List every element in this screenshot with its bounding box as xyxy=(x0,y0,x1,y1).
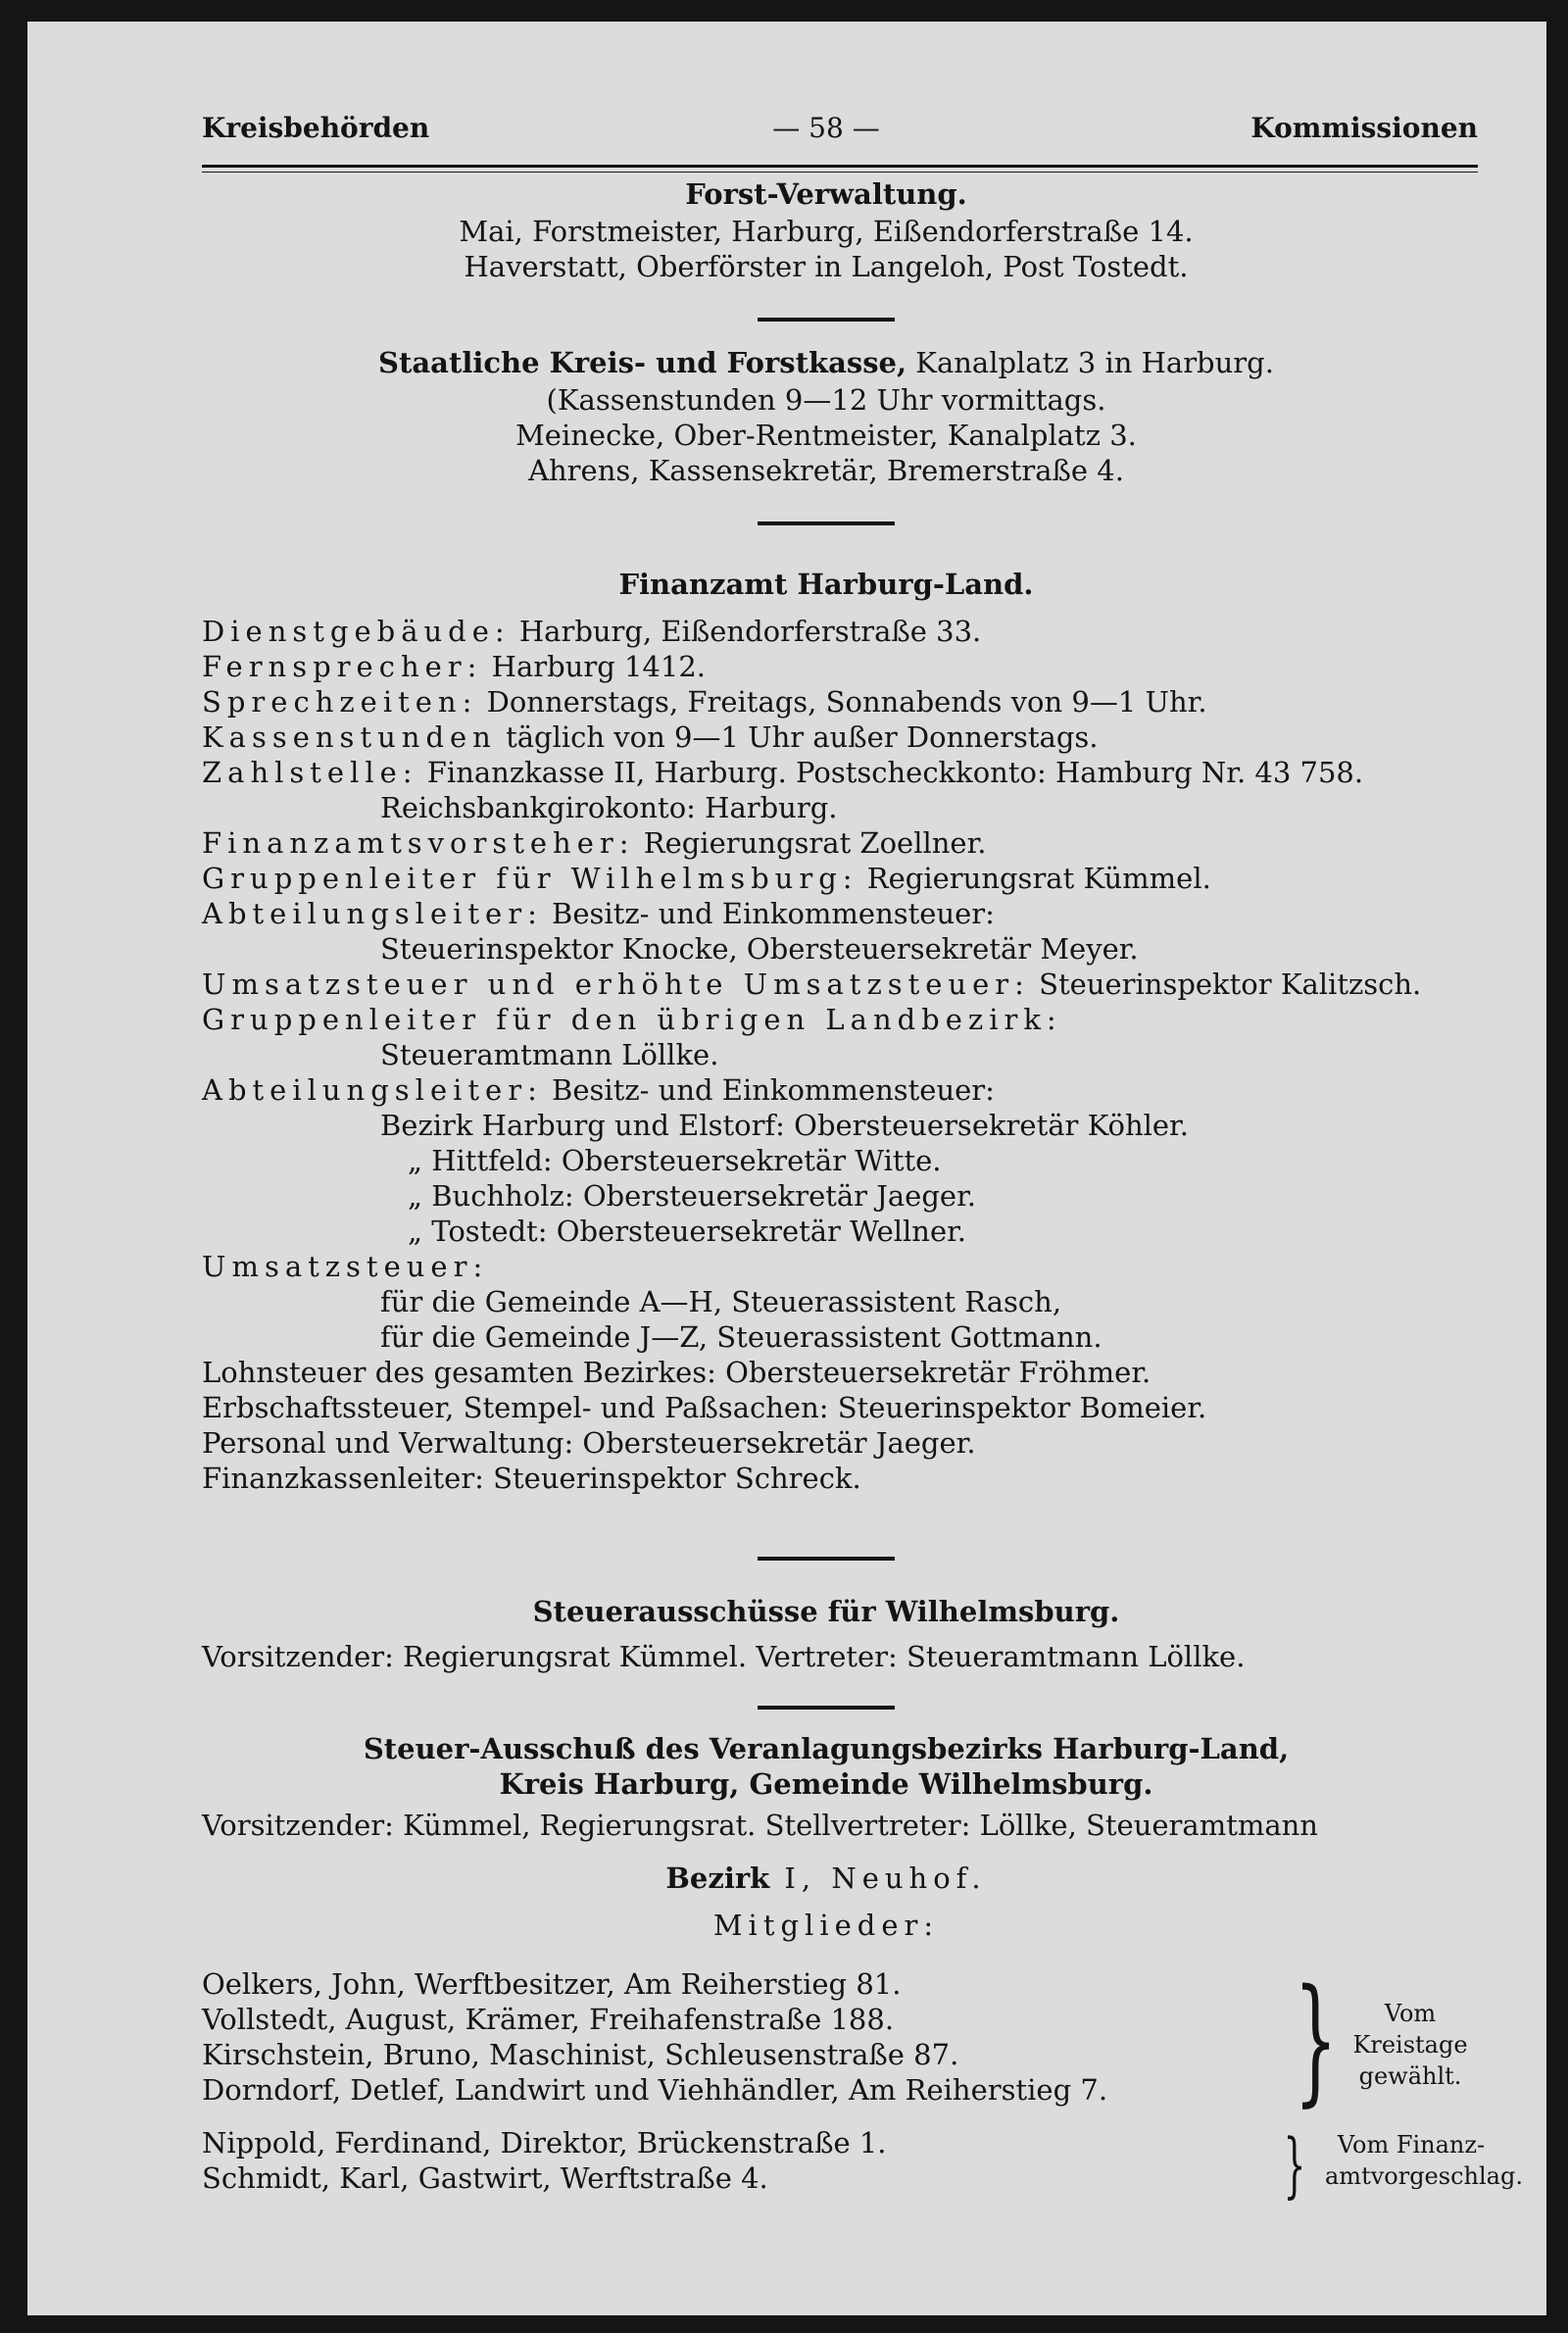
finanzamt-row xyxy=(202,684,1207,720)
finanzamt-row xyxy=(202,755,1363,790)
finanzamt-row xyxy=(202,1002,1062,1037)
note-vom-finanzamt xyxy=(1325,2129,1523,2192)
row-label: Umsatzsteuer und erhöhte Umsatzsteuer: xyxy=(202,968,1030,1001)
finanzamt-row xyxy=(202,1461,861,1496)
section-separator xyxy=(758,1557,895,1561)
note-line: Vom Finanz- xyxy=(1337,2131,1486,2159)
finanzamt-row xyxy=(202,1072,995,1108)
page-number: — 58 — xyxy=(772,112,880,144)
finanzamt-row xyxy=(202,1425,976,1461)
row-text: Harburg 1412. xyxy=(482,650,707,683)
finanzamt-row xyxy=(408,1214,966,1249)
running-header xyxy=(174,112,1478,151)
finanzamt-row xyxy=(202,896,995,931)
row-label: Fernsprecher: xyxy=(202,650,483,683)
mitglieder-heading: Mitglieder: xyxy=(712,1909,940,1942)
note-line: Vom xyxy=(1384,2000,1437,2027)
ausschuesse-title: Steuerausschüsse für Wilhelmsburg. xyxy=(532,1595,1120,1628)
finanzamt-row xyxy=(408,1178,976,1214)
row-label: Zahlstelle: xyxy=(202,756,418,789)
finanzamt-row xyxy=(202,614,981,649)
member-entry: Dorndorf, Detlef, Landwirt und Viehhändler, Am Reiherstieg 7. xyxy=(202,2073,1108,2107)
steuerausschuss-subtitle: Kreis Harburg, Gemeinde Wilhelmsburg. xyxy=(499,1767,1153,1801)
forst-title: Forst-Verwaltung. xyxy=(685,177,967,211)
note-line: amtvorgeschlag. xyxy=(1325,2162,1523,2190)
header-left: Kreisbehörden xyxy=(202,112,430,144)
row-label: Finanzamtsvorsteher: xyxy=(202,826,635,860)
forst-line: Mai, Forstmeister, Harburg, Eißendorferstraße 14. xyxy=(459,215,1194,248)
finanzamt-row xyxy=(202,720,1099,755)
member-entry: Vollstedt, August, Krämer, Freihafenstraße 188. xyxy=(202,2003,895,2036)
note-line: Kreistage xyxy=(1352,2031,1468,2059)
row-text: Steuerinspektor Knocke, Obersteuersekretär Meyer. xyxy=(380,932,1139,966)
row-text: täglich von 9—1 Uhr außer Donnerstags. xyxy=(496,720,1099,754)
finanzamt-title: Finanzamt Harburg-Land. xyxy=(618,568,1034,601)
member-entry: Nippold, Ferdinand, Direktor, Brückenstraße 1. xyxy=(202,2126,887,2159)
row-text: Finanzkassenleiter: Steuerinspektor Schreck. xyxy=(202,1462,861,1495)
kasse-line: Ahrens, Kassensekretär, Bremerstraße 4. xyxy=(528,454,1124,487)
row-text: Steueramtmann Löllke. xyxy=(380,1038,719,1071)
row-text: für die Gemeinde J—Z, Steuerassistent Gottmann. xyxy=(380,1320,1102,1354)
row-text: Personal und Verwaltung: Obersteuersekretär Jaeger. xyxy=(202,1426,976,1460)
member-entry: Schmidt, Karl, Gastwirt, Werftstraße 4. xyxy=(202,2161,768,2195)
finanzamt-row xyxy=(202,967,1421,1002)
row-label: Abteilungsleiter: xyxy=(202,1073,543,1107)
ausschuesse-line: Vorsitzender: Regierungsrat Kümmel. Vertreter: Steueramtmann Löllke. xyxy=(202,1640,1246,1673)
kasse-hours: (Kassenstunden 9—12 Uhr vormittags. xyxy=(546,383,1106,417)
brace-icon: } xyxy=(1283,2123,1306,2206)
row-text: Lohnsteuer des gesamten Bezirkes: Obersteuersekretär Fröhmer. xyxy=(202,1356,1152,1389)
row-text: Harburg, Eißendorferstraße 33. xyxy=(510,615,982,648)
row-label: Abteilungsleiter: xyxy=(202,897,543,930)
row-label: Umsatzsteuer: xyxy=(202,1250,489,1283)
row-text: Reichsbankgirokonto: Harburg. xyxy=(380,791,838,824)
member-entry: Oelkers, John, Werftbesitzer, Am Reiherstieg 81. xyxy=(202,1967,902,2001)
row-label: Sprechzeiten: xyxy=(202,685,478,719)
brace-icon: } xyxy=(1294,1961,1338,2120)
section-separator xyxy=(758,318,895,322)
row-text: Donnerstags, Freitags, Sonnabends von 9—1 Uhr. xyxy=(477,685,1207,719)
finanzamt-row xyxy=(202,1355,1151,1390)
finanzamt-row xyxy=(202,649,706,684)
note-line: gewählt. xyxy=(1358,2062,1462,2090)
finanzamt-row xyxy=(380,1108,1189,1143)
row-text: Regierungsrat Zoellner. xyxy=(634,826,987,860)
row-text: „ Hittfeld: Obersteuersekretär Witte. xyxy=(408,1144,942,1177)
row-label: Gruppenleiter für den übrigen Landbezirk: xyxy=(202,1003,1062,1036)
header-right: Kommissionen xyxy=(1250,112,1478,144)
finanzamt-row xyxy=(202,1390,1206,1425)
row-text: Regierungsrat Kümmel. xyxy=(858,862,1211,895)
row-label: Kassenstunden xyxy=(202,720,497,754)
row-text: Besitz- und Einkommensteuer: xyxy=(542,897,995,930)
finanzamt-row xyxy=(380,1037,718,1072)
header-rule-thin xyxy=(202,172,1478,173)
member-entry: Kirschstein, Bruno, Maschinist, Schleusenstraße 87. xyxy=(202,2038,959,2071)
row-text: Besitz- und Einkommensteuer: xyxy=(542,1073,995,1107)
row-text: für die Gemeinde A—H, Steuerassistent Rasch, xyxy=(380,1285,1062,1318)
finanzamt-row xyxy=(380,1319,1102,1355)
row-text: Finanzkasse II, Harburg. Postscheckkonto: Hamburg Nr. 43 758. xyxy=(417,756,1364,789)
kasse-title-line xyxy=(174,345,1478,380)
steuerausschuss-title: Steuer-Ausschuß des Veranlagungsbezirks Harburg-Land, xyxy=(363,1732,1290,1765)
row-text: „ Buchholz: Obersteuersekretär Jaeger. xyxy=(408,1179,976,1213)
bezirk-label: Bezirk xyxy=(665,1861,770,1895)
forst-line: Haverstatt, Oberförster in Langeloh, Post Tostedt. xyxy=(464,250,1189,283)
row-label: Dienstgebäude: xyxy=(202,615,511,648)
finanzamt-row xyxy=(202,861,1211,896)
finanzamt-row xyxy=(408,1143,942,1178)
finanzamt-row xyxy=(202,825,987,861)
kasse-line: Meinecke, Ober-Rentmeister, Kanalplatz 3. xyxy=(515,419,1137,452)
section-separator xyxy=(758,1706,895,1710)
header-rule xyxy=(202,165,1478,168)
kasse-address: Kanalplatz 3 in Harburg. xyxy=(906,346,1274,379)
row-text: Erbschaftssteuer, Stempel- und Paßsachen: Steuerinspektor Bomeier. xyxy=(202,1391,1207,1424)
steuerausschuss-line: Vorsitzender: Kümmel, Regierungsrat. Stellvertreter: Löllke, Steueramtmann xyxy=(202,1809,1318,1842)
bezirk-heading xyxy=(174,1861,1478,1896)
row-text: Steuerinspektor Kalitzsch. xyxy=(1029,968,1422,1001)
bezirk-name: I, Neuhof. xyxy=(769,1861,987,1895)
finanzamt-row xyxy=(380,931,1139,967)
kasse-title: Staatliche Kreis- und Forstkasse, xyxy=(378,346,907,379)
row-text: Bezirk Harburg und Elstorf: Obersteuersekretär Köhler. xyxy=(380,1109,1189,1142)
finanzamt-row xyxy=(380,790,837,825)
row-text: „ Tostedt: Obersteuersekretär Wellner. xyxy=(408,1215,967,1248)
row-label: Gruppenleiter für Wilhelmsburg: xyxy=(202,862,858,895)
section-separator xyxy=(758,521,895,525)
note-vom-kreistage xyxy=(1337,1998,1484,2092)
document-page xyxy=(27,22,1546,2315)
finanzamt-row xyxy=(202,1249,488,1284)
finanzamt-row xyxy=(380,1284,1061,1319)
